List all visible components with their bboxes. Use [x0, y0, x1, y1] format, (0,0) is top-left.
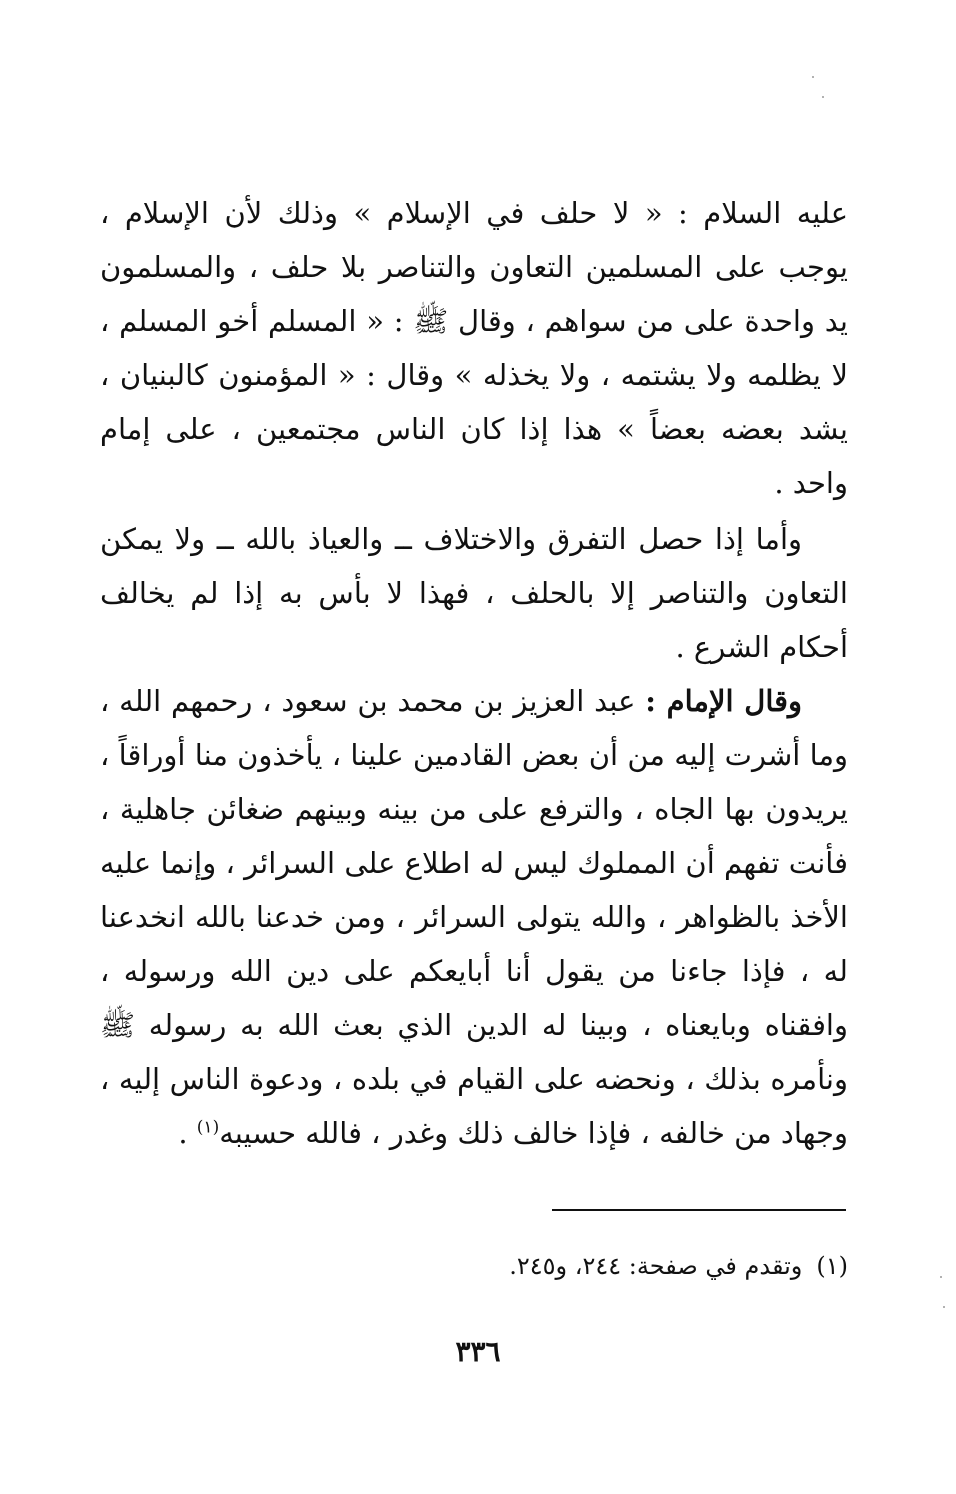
- footnote: [300, 1246, 848, 1286]
- footnote-number: (١): [816, 1252, 848, 1280]
- scan-speck: [812, 76, 814, 78]
- footnote-divider: [552, 1209, 846, 1211]
- paragraph-2-text: وأما إذا حصل التفرق والاختلاف ــ والعياذ بالله ــ ولا يمكن التعاون والتناصر إلا بالحلف ، فهذا لا بأس به إذا لم يخالف أحكام الشرع .: [100, 522, 848, 664]
- paragraph-3-speaker: وقال الإمام :: [645, 684, 803, 718]
- paragraph-3-end: .: [178, 1116, 197, 1150]
- scan-speck: [940, 1276, 942, 1278]
- paragraph-3-wrapper: [100, 674, 848, 1160]
- footnote-marker: (١): [196, 1117, 220, 1138]
- paragraph-3-text: عبد العزيز بن محمد بن سعود ، رحمهم الله ، وما أشرت إليه من أن بعض القادمين علينا ، يأخذون منا أوراقاً ، يريدون بها الجاه ، والترفع على من بينه وبينهم ضغائن جاهلية ، فأنت تفهم أن المملوك ليس له اطلاع على السرائر ، وإنما عليه الأخذ بالظواهر ، والله يتولى السرائر ، ومن خدعنا بالله انخدعنا له ، فإذا جاءنا من يقول أنا أبايعكم على دين الله ورسوله ، وافقناه وبايعناه ، وبينا له الدين الذي بعث الله به رسوله ﷺ ونأمره بذلك ، ونحضه على القيام في بلده ، ودعوة الناس إليه ، وجهاد من خالفه ، فإذا خالف ذلك وغدر ، فالله حسيبه: [100, 684, 848, 1150]
- paragraph-2-wrapper: [100, 512, 848, 674]
- scan-speck: [943, 1306, 945, 1308]
- paragraph-1: [100, 186, 848, 510]
- paragraph-1-text: عليه السلام : « لا حلف في الإسلام » وذلك لأن الإسلام ، يوجب على المسلمين التعاون والتناصر بلا حلف ، والمسلمون يد واحدة على من سواهم ، وقال ﷺ : « المسلم أخو المسلم ، لا يظلمه ولا يشتمه ، ولا يخذله » وقال : « المؤمنون كالبنيان ، يشد بعضه بعضاً » هذا إذا كان الناس مجتمعين ، على إمام واحد .: [100, 196, 848, 500]
- footnote-text: وتقدم في صفحة: ٢٤٤، و٢٤٥.: [509, 1252, 803, 1280]
- paragraph-2: [100, 512, 848, 674]
- page-number: ٣٣٦: [455, 1335, 501, 1368]
- paragraph-3: [100, 674, 848, 1160]
- scan-speck: [822, 96, 824, 98]
